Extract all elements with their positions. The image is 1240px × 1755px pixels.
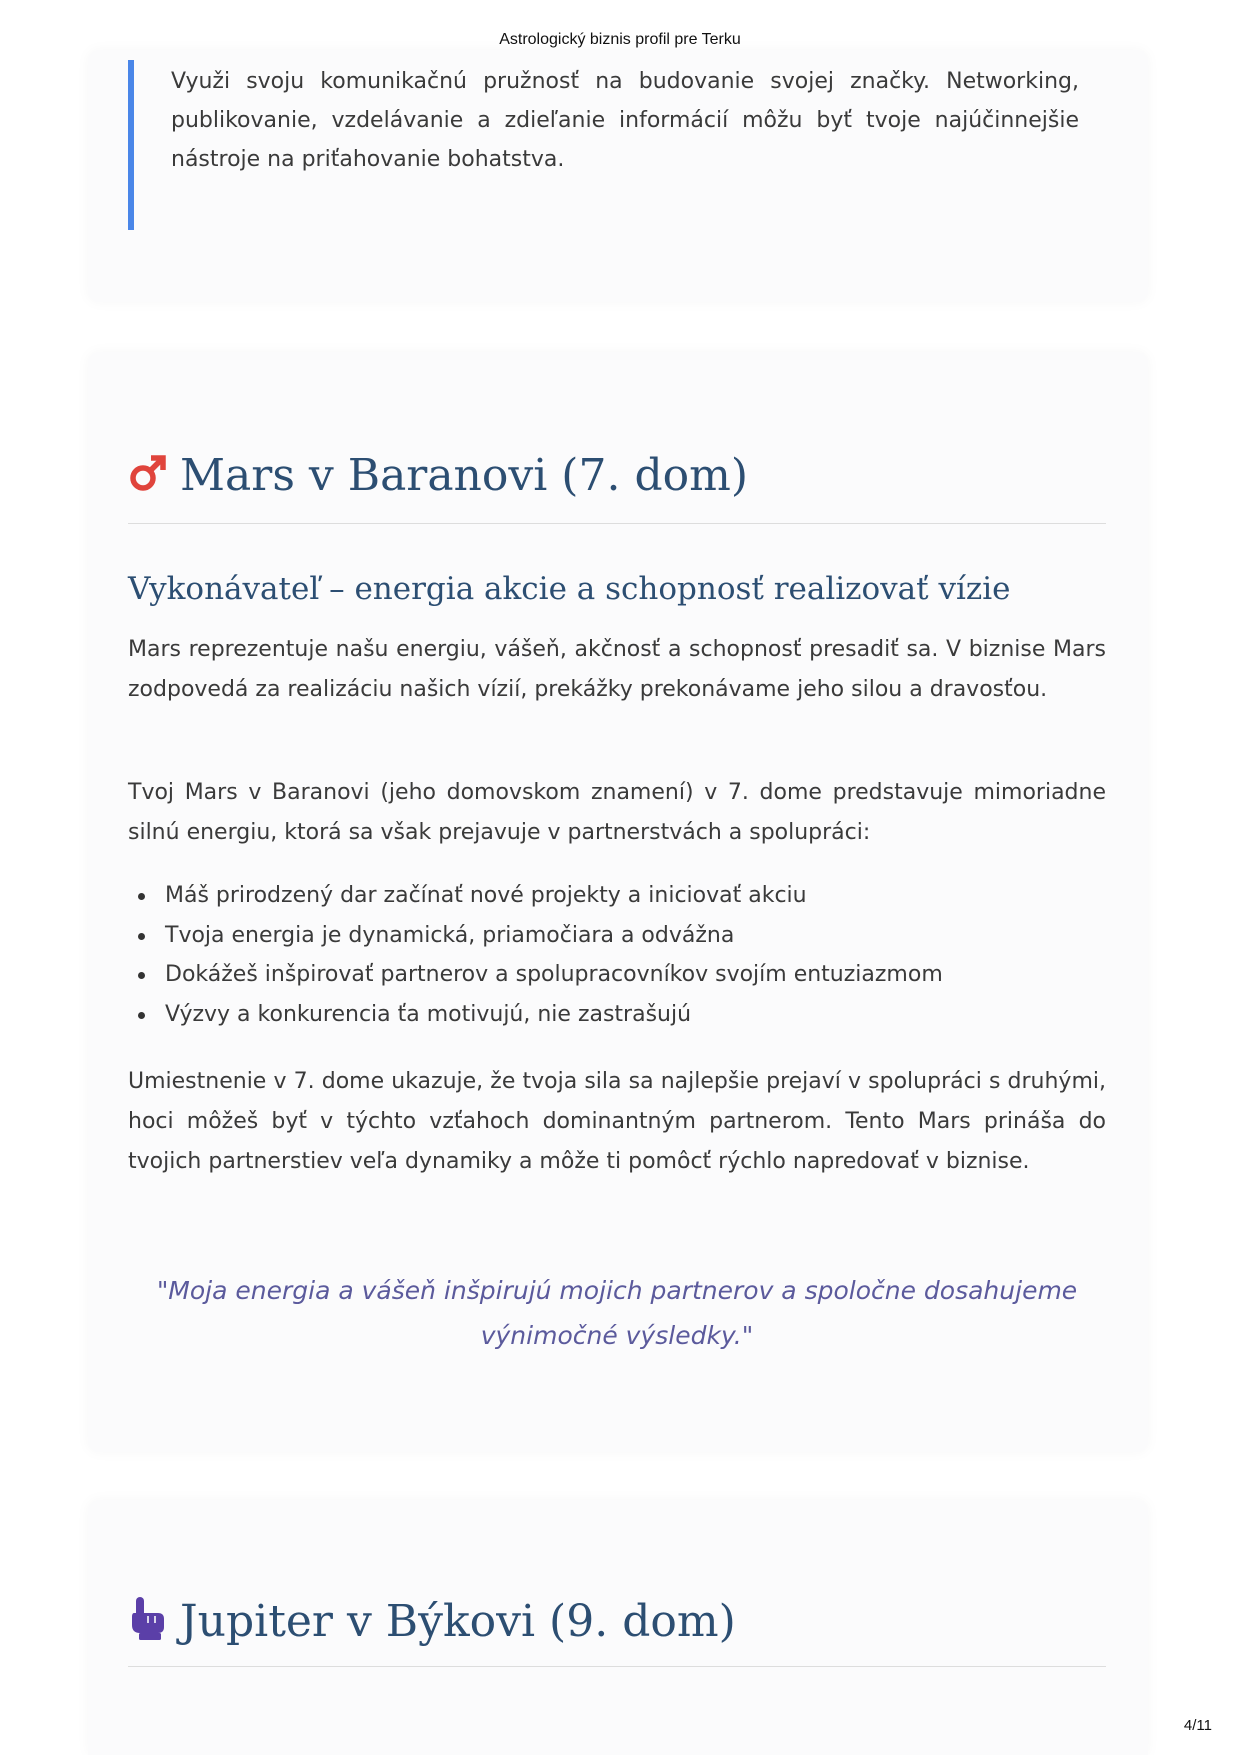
quote-text: Využi svoju komunikačnú pružnosť na budovanie svojej značky. Networking, publikovanie, vzdelávanie a zdieľanie informácií môžu byť tvoje najúčinnejšie nástroje na priťahovanie bohatstva. bbox=[171, 69, 1079, 172]
mars-paragraph-2: Tvoj Mars v Baranovi (jeho domovskom znamení) v 7. dome predstavuje mimoriadne silnú energiu, ktorá sa však prejavuje v partnerstvách a spolupráci: bbox=[128, 780, 1106, 845]
pointing-hand-icon bbox=[128, 1595, 172, 1655]
mars-symbol-icon bbox=[128, 451, 172, 507]
list-item: Dokážeš inšpirovať partnerov a spolupracovníkov svojím entuziazmom bbox=[128, 955, 1106, 995]
mars-title-text: Mars v Baranovi (7. dom) bbox=[180, 450, 748, 501]
section-divider bbox=[128, 1666, 1106, 1667]
mars-subtitle: Vykonávateľ – energia akcie a schopnosť realizovať vízie bbox=[128, 571, 1011, 607]
page-number: 4/11 bbox=[1183, 1717, 1212, 1734]
mars-bullet-list bbox=[128, 876, 1106, 1034]
list-item: Tvoja energia je dynamická, priamočiara a odvážna bbox=[128, 916, 1106, 956]
jupiter-section-title bbox=[128, 1594, 736, 1655]
mars-affirmation: "Moja energia a vášeň inšpirujú mojich partnerov a spoločne dosahujeme výnimočné výsledky." bbox=[156, 1276, 1078, 1350]
list-item: Výzvy a konkurencia ťa motivujú, nie zastrašujú bbox=[128, 995, 1106, 1035]
mars-section-title bbox=[128, 448, 748, 507]
list-item: Máš prirodzený dar začínať nové projekty a iniciovať akciu bbox=[128, 876, 1106, 916]
mars-paragraph-1: Mars reprezentuje našu energiu, vášeň, akčnosť a schopnosť presadiť sa. V biznise Mars zodpovedá za realizáciu našich vízií, prekážky prekonávame jeho silou a dravosťou. bbox=[128, 637, 1106, 702]
running-header: Astrologický biznis profil pre Terku bbox=[499, 31, 741, 48]
jupiter-title-text: Jupiter v Býkovi (9. dom) bbox=[180, 1596, 736, 1647]
mars-paragraph-3: Umiestnenie v 7. dome ukazuje, že tvoja sila sa najlepšie prejaví v spolupráci s druhými, hoci môžeš byť v týchto vzťahoch dominantným partnerom. Tento Mars prináša do tvojich partnerstiev veľa dynamiky a môže ti pomôcť rýchlo napredovať v biznise. bbox=[128, 1069, 1106, 1174]
section-divider bbox=[128, 523, 1106, 524]
